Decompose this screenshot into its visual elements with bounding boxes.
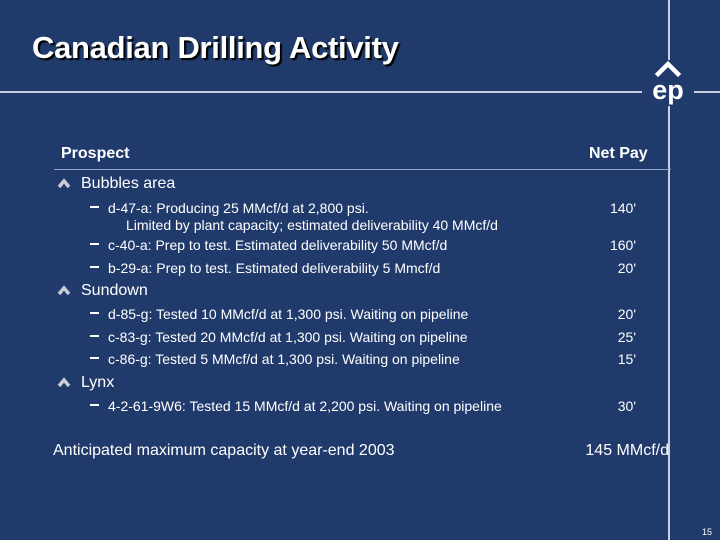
well-description: c-40-a: Prep to test. Estimated deliverability 50 MMcf/d — [108, 237, 448, 253]
area-row-lynx — [0, 374, 720, 394]
net-pay-value: 20' — [617, 260, 636, 276]
area-row-sundown — [0, 282, 720, 302]
well-description-continued: Limited by plant capacity; estimated deliverability 40 MMcf/d — [126, 217, 498, 233]
well-row — [0, 398, 720, 418]
well-description: c-83-g: Tested 20 MMcf/d at 1,300 psi. Waiting on pipeline — [108, 329, 468, 345]
well-row — [0, 200, 720, 236]
dash-bullet-icon — [90, 404, 99, 406]
horizontal-divider-line — [0, 91, 720, 93]
area-label: Bubbles area — [81, 175, 176, 192]
dash-bullet-icon — [90, 357, 99, 359]
well-row — [0, 306, 720, 326]
net-pay-value: 15' — [617, 351, 636, 367]
dash-bullet-icon — [90, 243, 99, 245]
net-pay-value: 140' — [609, 200, 636, 216]
well-description: d-85-g: Tested 10 MMcf/d at 1,300 psi. Waiting on pipeline — [108, 306, 469, 322]
well-row — [0, 351, 720, 371]
dash-bullet-icon — [90, 266, 99, 268]
dash-bullet-icon — [90, 312, 99, 314]
chevron-up-bullet-icon — [56, 177, 72, 189]
well-row — [0, 260, 720, 280]
net-pay-value: 25' — [617, 329, 636, 345]
page-number: 15 — [701, 527, 712, 537]
dash-bullet-icon — [90, 206, 99, 208]
column-header-net-pay: Net Pay — [589, 145, 648, 162]
column-header-prospect: Prospect — [61, 145, 130, 162]
net-pay-value: 30' — [617, 398, 636, 414]
well-description: c-86-g: Tested 5 MMcf/d at 1,300 psi. Waiting on pipeline — [108, 351, 460, 367]
dash-bullet-icon — [90, 335, 99, 337]
well-description: b-29-a: Prep to test. Estimated deliverability 5 Mmcf/d — [108, 260, 441, 276]
area-row-bubbles — [0, 175, 720, 195]
area-label: Lynx — [81, 374, 115, 391]
area-label: Sundown — [81, 282, 148, 299]
well-row — [0, 329, 720, 349]
ep-logo — [642, 60, 694, 106]
net-pay-value: 20' — [617, 306, 636, 322]
capacity-value: 145 MMcf/d — [585, 442, 669, 459]
well-description: d-47-a: Producing 25 MMcf/d at 2,800 psi. — [108, 200, 369, 216]
well-row — [0, 237, 720, 257]
header-rule — [54, 169, 671, 170]
net-pay-value: 160' — [609, 237, 636, 253]
capacity-label: Anticipated maximum capacity at year-end 2003 — [53, 442, 395, 459]
logo-text: ep — [652, 75, 684, 105]
chevron-up-bullet-icon — [56, 376, 72, 388]
well-description: 4-2-61-9W6: Tested 15 MMcf/d at 2,200 psi. Waiting on pipeline — [108, 398, 502, 414]
chevron-up-bullet-icon — [56, 284, 72, 296]
slide-title: Canadian Drilling Activity — [32, 30, 399, 65]
